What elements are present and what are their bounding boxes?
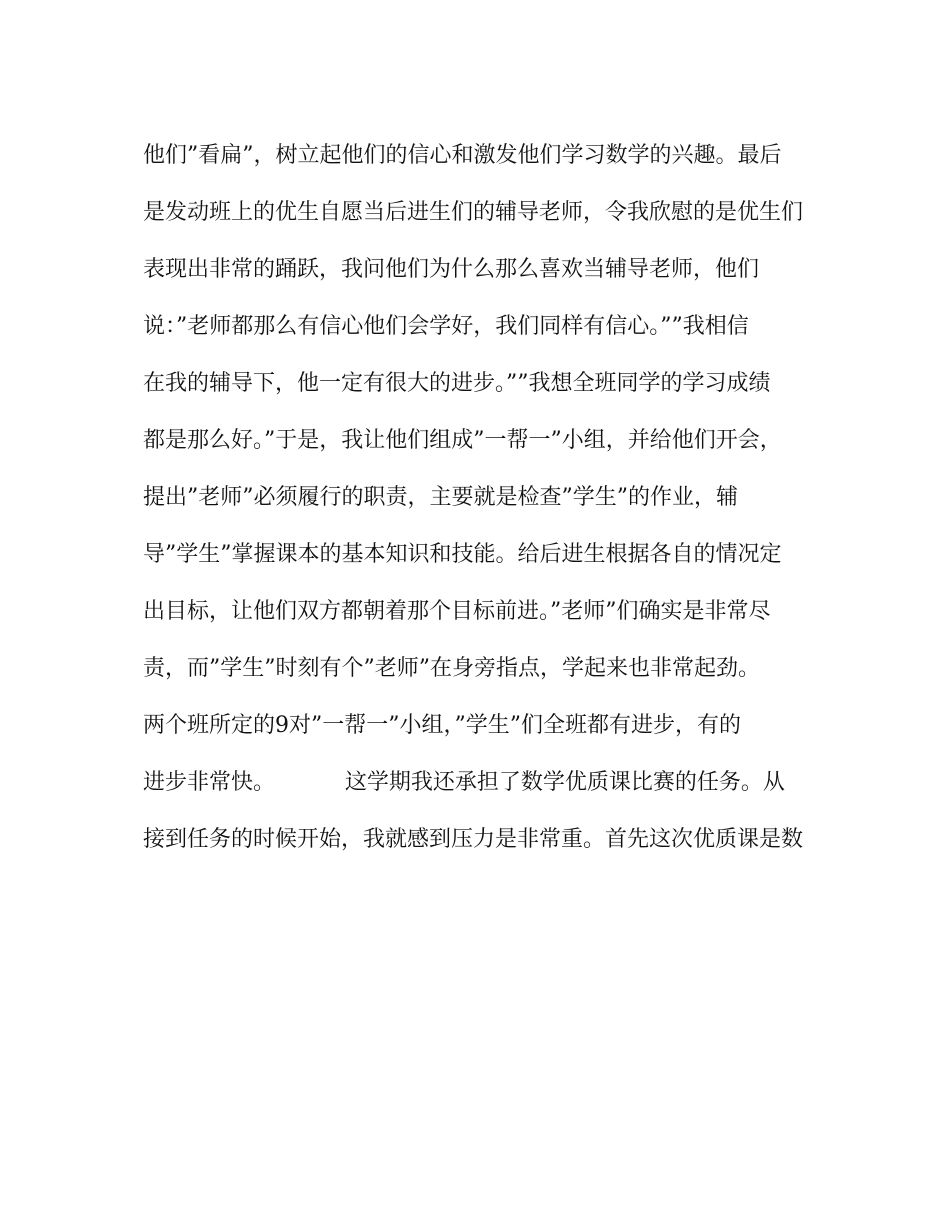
text-line: 表现出非常的踊跃，我问他们为什么那么喜欢当辅导老师，他们 bbox=[143, 257, 760, 282]
body-text bbox=[143, 134, 823, 875]
text-line: 提出”老师”必须履行的职责，主要就是检查”学生”的作业，辅 bbox=[143, 485, 738, 510]
text-line: 两个班所定的9对”一帮一”小组，”学生”们全班都有进步，有的 bbox=[143, 713, 741, 738]
text-line: 都是那么好。”于是，我让他们组成”一帮一”小组，并给他们开会， bbox=[143, 428, 782, 453]
text-line: 在我的辅导下，他一定有很大的进步。””我想全班同学的学习成绩 bbox=[143, 371, 771, 396]
text-line: 说：”老师都那么有信心他们会学好，我们同样有信心。””我相信 bbox=[143, 314, 749, 339]
text-line: 接到任务的时候开始，我就感到压力是非常重。首先这次优质课是数 bbox=[143, 827, 804, 852]
text-line: 是发动班上的优生自愿当后进生们的辅导老师，令我欣慰的是优生们 bbox=[143, 200, 804, 225]
text-line: 导”学生”掌握课本的基本知识和技能。给后进生根据各自的情况定 bbox=[143, 542, 782, 567]
text-line: 责，而”学生”时刻有个”老师”在身旁指点，学起来也非常起劲。 bbox=[143, 656, 760, 681]
text-line: 出目标，让他们双方都朝着那个目标前进。”老师”们确实是非常尽 bbox=[143, 599, 771, 624]
text-line: 他们”看扁”，树立起他们的信心和激发他们学习数学的兴趣。最后 bbox=[143, 143, 782, 168]
text-line: 进步非常快。 这学期我还承担了数学优质课比赛的任务。从 bbox=[143, 770, 785, 795]
